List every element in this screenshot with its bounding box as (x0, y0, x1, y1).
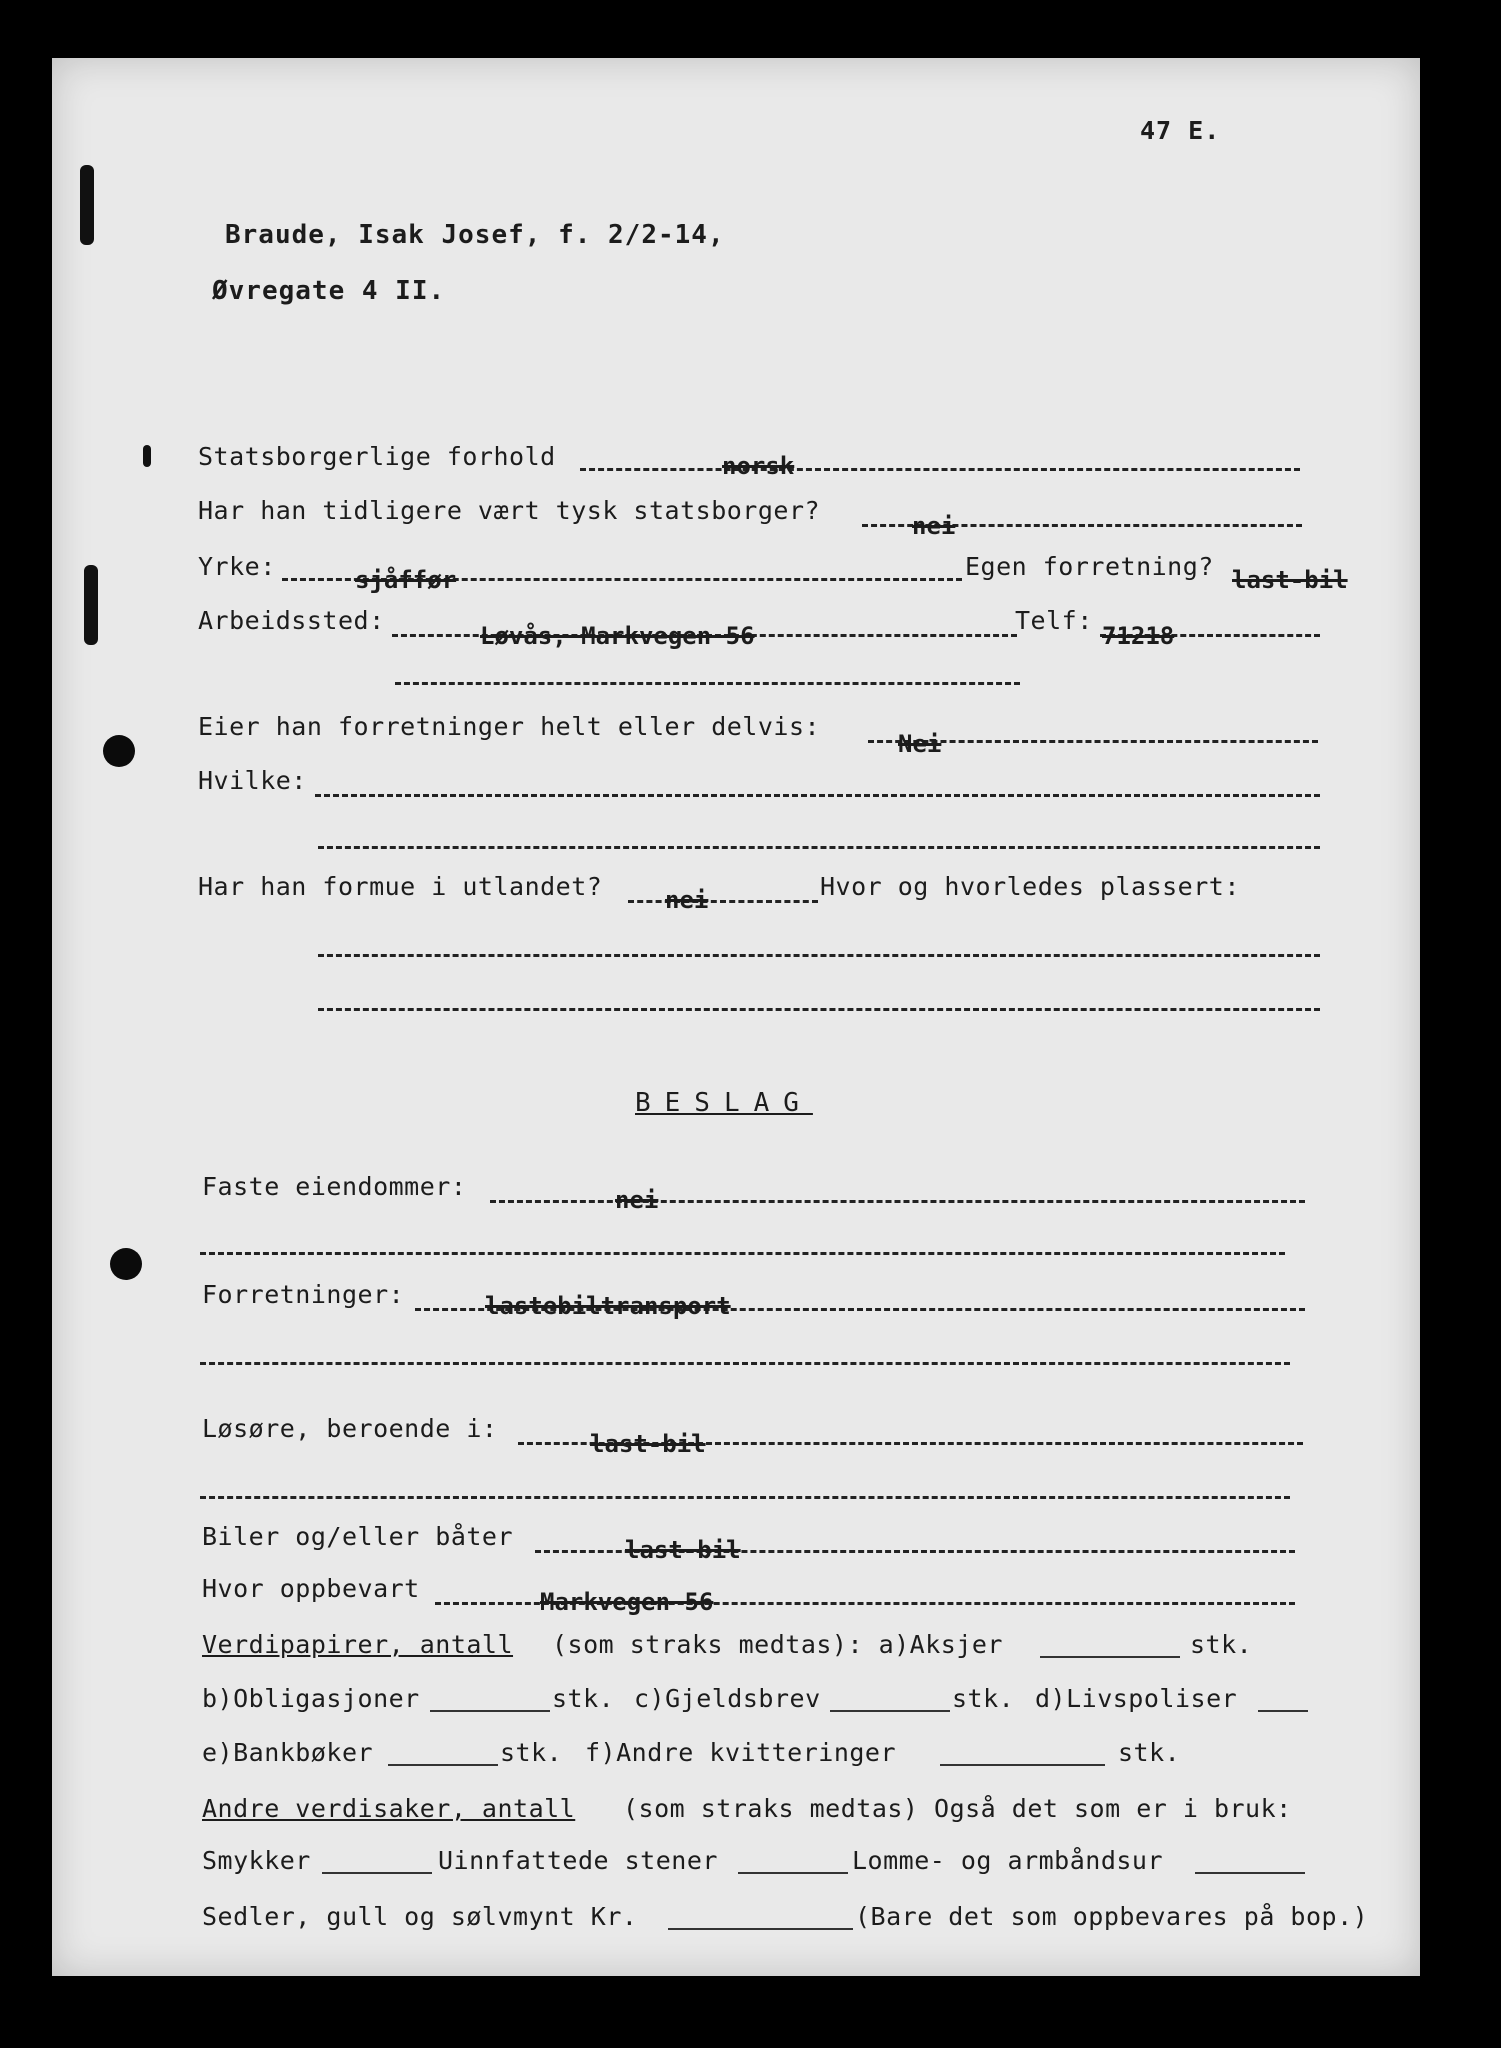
hvor-oppbevart-label: Hvor oppbevart (202, 1574, 420, 1603)
egen-value: last-bil (1232, 566, 1348, 594)
edge-mark (143, 445, 151, 467)
yrke-label: Yrke: (198, 552, 276, 581)
eier-value: Nei (898, 730, 942, 758)
verdipapirer-heading: Verdipapirer, antall (202, 1630, 514, 1659)
bankboker-blank (388, 1764, 498, 1766)
beslag-title: BESLAG (635, 1088, 813, 1118)
aksjer-stk: stk. (1190, 1630, 1253, 1659)
verdisaker-note: (som straks medtas) Også det som er i bruk: (623, 1794, 1292, 1823)
dash-line (580, 468, 1300, 471)
obligasjoner-blank (430, 1710, 550, 1712)
egen-label: Egen forretning? (965, 552, 1214, 581)
hvor-label: Hvor og hvorledes plassert: (820, 872, 1240, 901)
faste-value: nei (615, 1186, 659, 1214)
losore-value: last-bil (590, 1430, 706, 1458)
eier-label: Eier han forretninger helt eller delvis: (198, 712, 821, 741)
gjeldsbrev-blank (830, 1710, 950, 1712)
dash-line (395, 682, 1020, 685)
formue-value: nei (665, 886, 709, 914)
forretninger-label: Forretninger: (202, 1280, 405, 1309)
dash-line (490, 1200, 1305, 1203)
forretninger-value: lastebiltransport (485, 1292, 731, 1320)
tysk-value: nei (912, 512, 956, 540)
formue-label: Har han formue i utlandet? (198, 872, 603, 901)
obligasjoner-label: b)Obligasjoner (202, 1684, 420, 1713)
statsborger-value: norsk (722, 452, 795, 480)
livspoliser-label: d)Livspoliser (1035, 1684, 1238, 1713)
statsborger-label: Statsborgerlige forhold (198, 442, 556, 471)
dash-line (200, 1362, 1290, 1365)
verdisaker-heading: Andre verdisaker, antall (202, 1794, 576, 1823)
smykker-label: Smykker (202, 1846, 311, 1875)
page-number: 47 E. (1140, 116, 1221, 145)
livspoliser-blank (1258, 1710, 1308, 1712)
telf-label: Telf: (1015, 606, 1093, 635)
aksjer-blank (1040, 1656, 1180, 1658)
arbeidssted-value: Løvås, Markvegen 56 (480, 622, 755, 650)
stener-label: Uinnfattede stener (438, 1846, 718, 1875)
faste-label: Faste eiendommer: (202, 1172, 467, 1201)
gjeldsbrev-label: c)Gjeldsbrev (634, 1684, 821, 1713)
gjeldsbrev-stk: stk. (952, 1684, 1015, 1713)
punch-hole-bottom (110, 1248, 142, 1280)
andre-kvitteringer-label: f)Andre kvitteringer (585, 1738, 897, 1767)
telf-value: 71218 (1102, 622, 1175, 650)
tysk-label: Har han tidligere vært tysk statsborger? (198, 496, 821, 525)
smykker-blank (322, 1872, 432, 1874)
sedler-blank (668, 1928, 853, 1930)
hvor-oppbevart-value: Markvegen 56 (540, 1588, 714, 1616)
bankboker-stk: stk. (500, 1738, 563, 1767)
bare-note: (Bare det som oppbevares på bop.) (855, 1902, 1369, 1931)
dash-line (315, 794, 1320, 797)
person-address: Øvregate 4 II. (212, 276, 446, 306)
dash-line (318, 846, 1320, 849)
obligasjoner-stk: stk. (552, 1684, 615, 1713)
edge-mark (84, 565, 98, 645)
dash-line (318, 1008, 1320, 1011)
dash-line (628, 900, 818, 903)
ur-label: Lomme- og armbåndsur (852, 1846, 1164, 1875)
ur-blank (1195, 1872, 1305, 1874)
dash-line (318, 954, 1320, 957)
person-name-line: Braude, Isak Josef, f. 2/2-14, (225, 220, 725, 250)
sedler-label: Sedler, gull og sølvmynt Kr. (202, 1902, 638, 1931)
dash-line (200, 1496, 1290, 1499)
andre-kvitteringer-blank (940, 1764, 1105, 1766)
yrke-value: sjåffør (355, 566, 457, 594)
verdipapirer-note: (som straks medtas): a)Aksjer (552, 1630, 1003, 1659)
bankboker-label: e)Bankbøker (202, 1738, 374, 1767)
dash-line (200, 1252, 1285, 1255)
edge-mark (80, 165, 94, 245)
stener-blank (738, 1872, 848, 1874)
arbeidssted-label: Arbeidssted: (198, 606, 385, 635)
andre-kvitteringer-stk: stk. (1118, 1738, 1181, 1767)
losore-label: Løsøre, beroende i: (202, 1414, 498, 1443)
biler-label: Biler og/eller båter (202, 1522, 514, 1551)
biler-value: last-bil (625, 1536, 741, 1564)
punch-hole-top (103, 735, 135, 767)
hvilke-label: Hvilke: (198, 766, 307, 795)
